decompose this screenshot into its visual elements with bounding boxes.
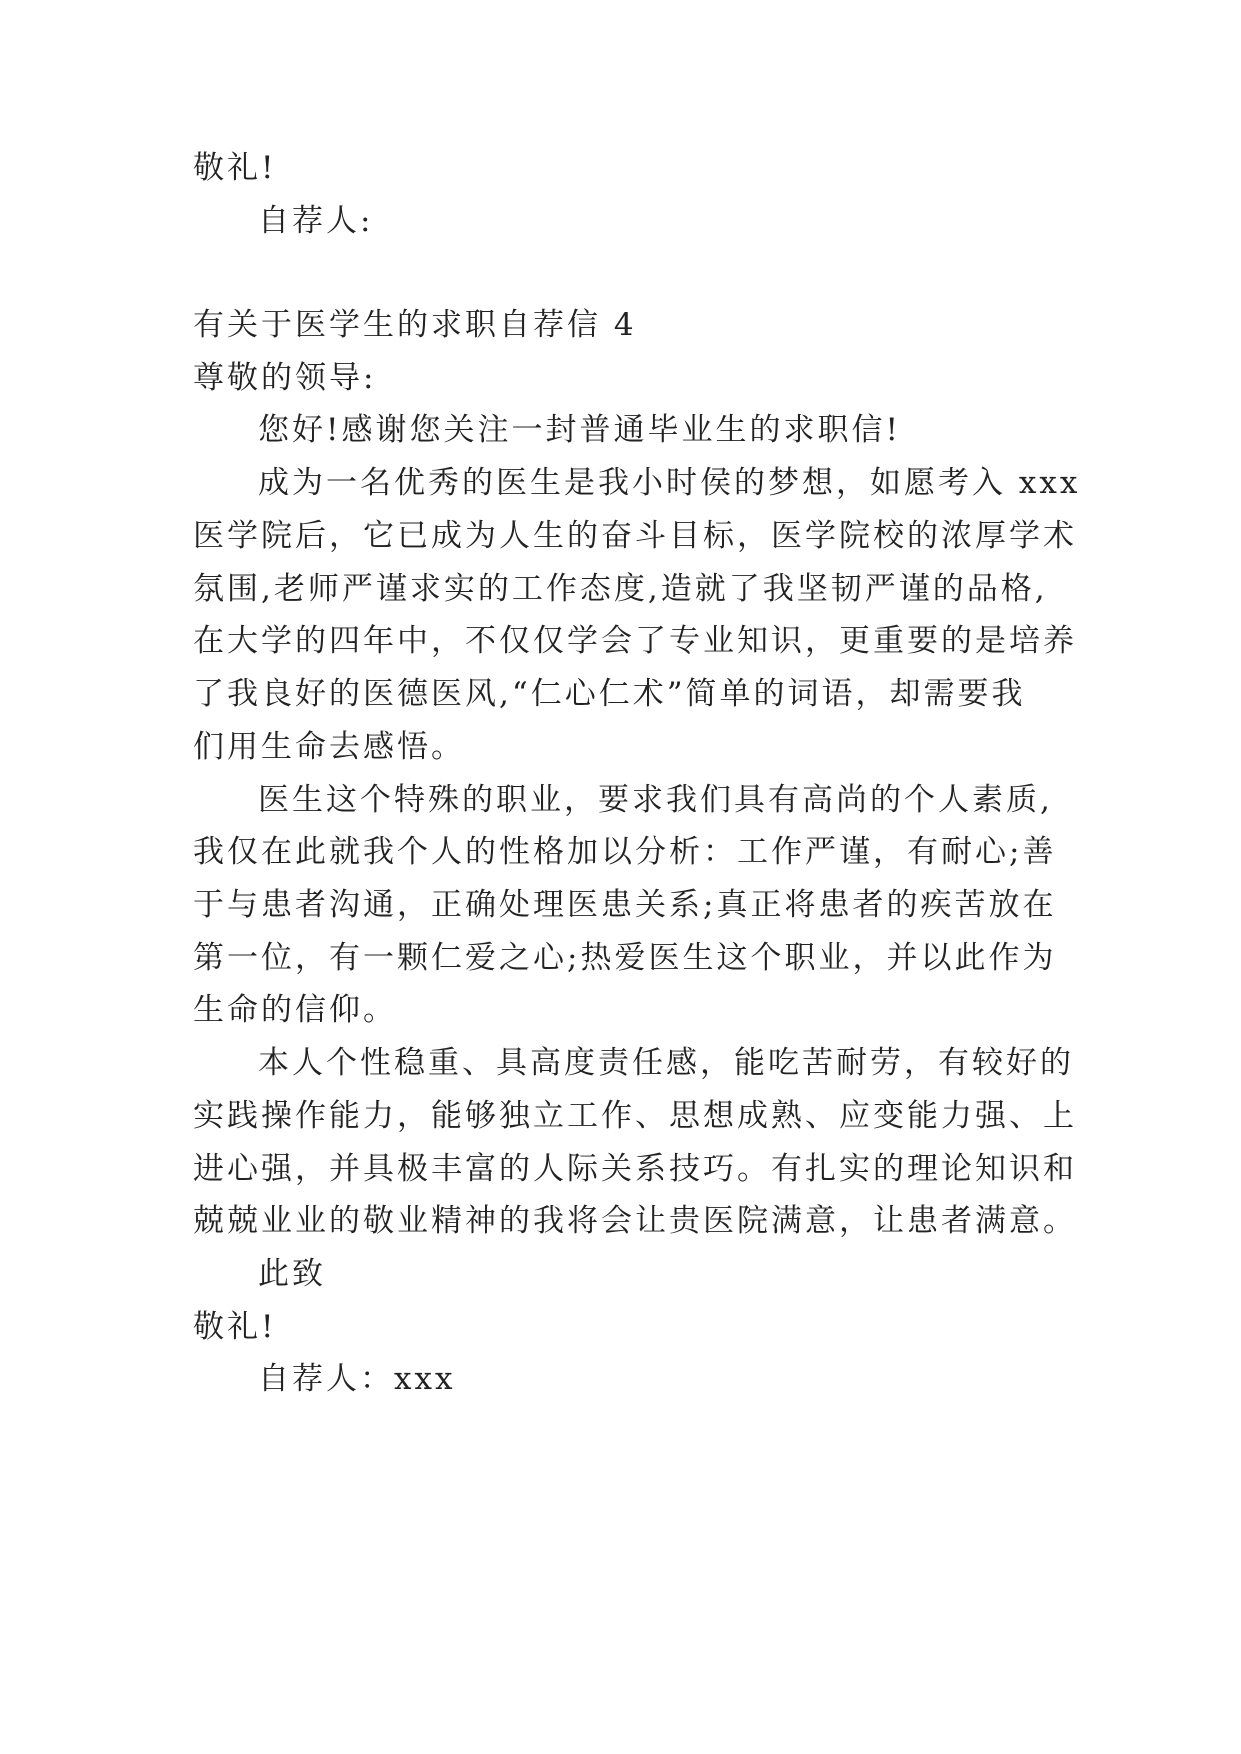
text-line: 成为一名优秀的医生是我小时侯的梦想，如愿考入 xxx (258, 465, 1081, 501)
text-line: 我仅在此就我个人的性格加以分析：工作严谨，有耐心;善 (193, 834, 1057, 870)
text-line: 兢兢业业的敬业精神的我将会让贵医院满意，让患者满意。 (193, 1203, 1077, 1239)
text-line: 本人个性稳重、具高度责任感，能吃苦耐劳，有较好的 (258, 1045, 1074, 1081)
text-line: 进心强，并具极丰富的人际关系技巧。有扎实的理论知识和 (193, 1151, 1077, 1187)
text-line: 生命的信仰。 (193, 992, 397, 1028)
text-line: 医生这个特殊的职业，要求我们具有高尚的个人素质, (258, 782, 1053, 818)
text-line: 医学院后，它已成为人生的奋斗目标，医学院校的浓厚学术 (193, 518, 1077, 554)
closing-phrase: 此致 (258, 1256, 326, 1292)
text-line: 氛围,老师严谨求实的工作态度,造就了我坚韧严谨的品格, (193, 571, 1048, 607)
signature-top: 自荐人: (258, 203, 374, 239)
text-line: 在大学的四年中，不仅仅学会了专业知识，更重要的是培养 (193, 623, 1077, 659)
closing-regards: 敬礼! (193, 1309, 277, 1345)
closing-top: 敬礼! (193, 150, 277, 186)
salutation: 尊敬的领导: (193, 360, 377, 396)
signature: 自荐人：xxx (258, 1361, 456, 1397)
text-line: 您好!感谢您关注一封普通毕业生的求职信! (258, 412, 901, 448)
text-line: 了我良好的医德医风,“仁心仁术”简单的词语，却需要我 (193, 676, 1026, 712)
text-line: 第一位，有一颗仁爱之心;热爱医生这个职业，并以此作为 (193, 940, 1057, 976)
text-line: 实践操作能力，能够独立工作、思想成熟、应变能力强、上 (193, 1098, 1077, 1134)
text-line: 们用生命去感悟。 (193, 729, 465, 765)
letter-heading: 有关于医学生的求职自荐信 4 (193, 307, 637, 343)
text-line: 于与患者沟通，正确处理医患关系;真正将患者的疾苦放在 (193, 887, 1057, 923)
